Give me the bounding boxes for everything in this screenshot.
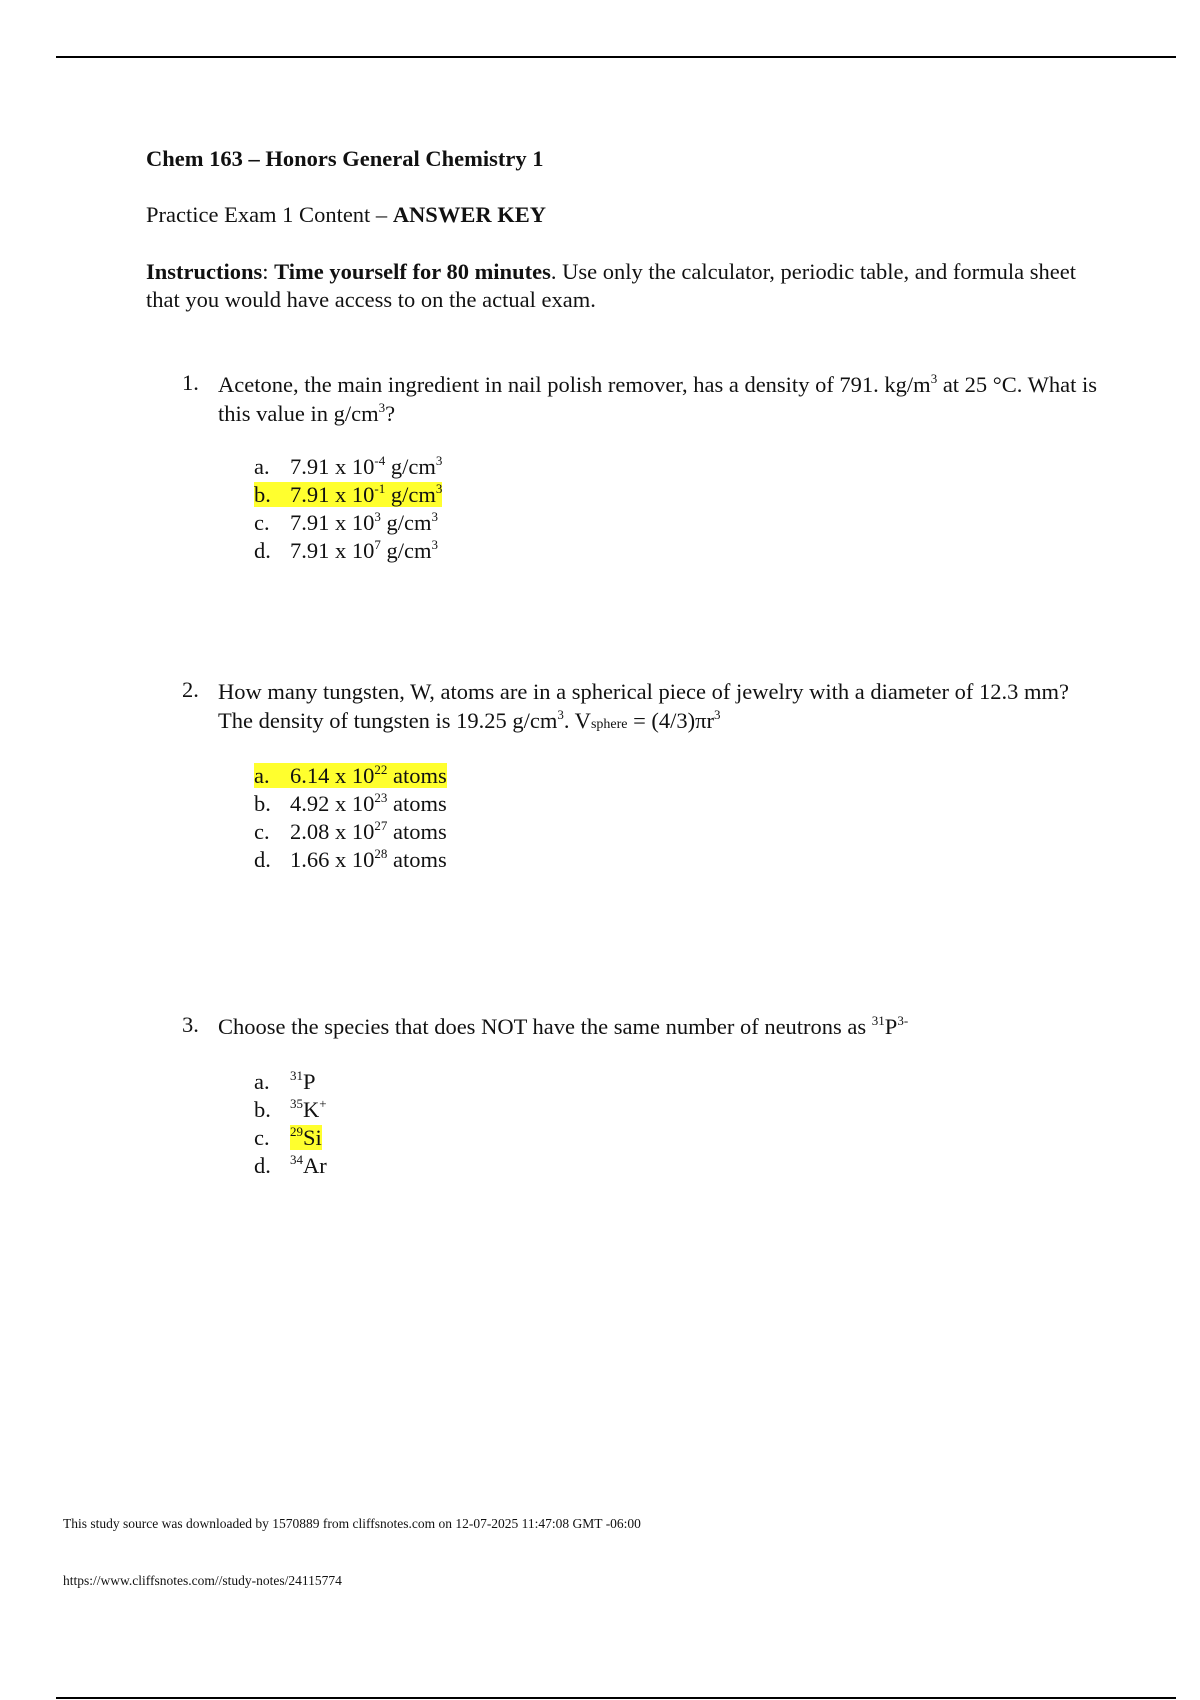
option-letter: d. xyxy=(254,847,271,872)
option-letter: d. xyxy=(254,538,271,563)
download-note: This study source was downloaded by 1570889 from cliffsnotes.com on 12-07-2025 11:47:08 GMT -06:00 xyxy=(63,1516,641,1531)
option-d[interactable] xyxy=(254,1152,327,1180)
mass-number: 34 xyxy=(290,1152,303,1167)
option-letter: c. xyxy=(254,819,270,844)
option-content xyxy=(254,510,438,535)
element-symbol: Ar xyxy=(303,1153,327,1178)
superscript: 3 xyxy=(930,371,938,386)
question-text-part: = (4/3)πr xyxy=(627,708,715,733)
option-content xyxy=(290,1153,327,1178)
top-rule xyxy=(56,56,1176,58)
question-text-part: . V xyxy=(563,708,591,733)
question-2-options xyxy=(254,762,447,874)
instructions-colon: : xyxy=(262,259,275,284)
option-unit: atoms xyxy=(387,763,447,788)
question-text xyxy=(218,677,1098,739)
question-text-part: How many tungsten, W, atoms are in a spherical piece of jewelry with a diameter of 12.3 mm? The density of tungsten is 19.25 g/cm xyxy=(218,679,1070,733)
option-b[interactable] xyxy=(254,481,442,509)
option-unit: g/cm xyxy=(385,482,436,507)
element-symbol: Si xyxy=(303,1125,322,1150)
option-b[interactable] xyxy=(254,1096,327,1124)
option-c[interactable] xyxy=(254,818,447,846)
instructions-label: Instructions xyxy=(146,259,263,284)
option-exponent: 7 xyxy=(374,537,381,552)
option-letter: a. xyxy=(254,763,270,788)
option-a[interactable] xyxy=(254,453,442,481)
option-c[interactable] xyxy=(254,509,442,537)
mass-number: 35 xyxy=(290,1096,303,1111)
superscript: 3 xyxy=(378,400,386,415)
option-content xyxy=(254,847,447,872)
bottom-rule xyxy=(56,1697,1176,1699)
question-text-part: at 25 °C. What is this value in g/cm xyxy=(218,372,1098,426)
option-content xyxy=(254,538,438,563)
option-content xyxy=(290,1097,327,1122)
option-exponent: 23 xyxy=(374,790,388,805)
option-unit: g/cm xyxy=(385,454,436,479)
option-value: 7.91 x 10 xyxy=(290,482,375,507)
option-value: 1.66 x 10 xyxy=(290,847,375,872)
option-unit-exponent: 3 xyxy=(431,509,438,524)
option-unit: atoms xyxy=(387,819,447,844)
subtitle-text: Practice Exam 1 Content – xyxy=(146,202,393,227)
question-1-options xyxy=(254,453,442,565)
ion-charge: + xyxy=(319,1096,327,1111)
instructions-time: Time yourself for 80 minutes xyxy=(274,259,551,284)
option-exponent: 3 xyxy=(374,509,381,524)
instructions xyxy=(146,258,1106,314)
option-unit: atoms xyxy=(387,847,447,872)
option-content xyxy=(254,791,447,816)
question-number: 2. xyxy=(182,677,199,702)
element-symbol: K xyxy=(303,1097,320,1122)
option-c[interactable] xyxy=(254,1124,327,1152)
option-exponent: 28 xyxy=(374,846,388,861)
option-d[interactable] xyxy=(254,846,447,874)
option-letter: b. xyxy=(254,791,271,816)
option-value: 7.91 x 10 xyxy=(290,454,375,479)
option-letter: a. xyxy=(254,454,270,479)
question-number: 3. xyxy=(182,1012,199,1037)
option-b[interactable] xyxy=(254,790,447,818)
option-unit-exponent: 3 xyxy=(431,537,438,552)
option-value: 2.08 x 10 xyxy=(290,819,375,844)
option-value: 7.91 x 10 xyxy=(290,538,375,563)
question-3-options xyxy=(254,1068,327,1180)
option-letter: d. xyxy=(254,1153,271,1178)
answer-highlight xyxy=(254,482,442,507)
option-unit: g/cm xyxy=(380,510,432,535)
option-content xyxy=(290,1069,316,1094)
option-value: 6.14 x 10 xyxy=(290,763,375,788)
question-text-part: ? xyxy=(385,401,396,426)
option-unit: g/cm xyxy=(380,538,432,563)
mass-number: 31 xyxy=(871,1013,885,1028)
option-exponent: -4 xyxy=(374,453,386,468)
option-a[interactable] xyxy=(254,1068,327,1096)
option-unit-exponent: 3 xyxy=(435,453,443,468)
element-symbol: P xyxy=(303,1069,316,1094)
option-unit: atoms xyxy=(387,791,447,816)
mass-number: 29 xyxy=(290,1124,303,1139)
element-symbol: P xyxy=(884,1014,898,1039)
option-a[interactable] xyxy=(254,762,447,790)
option-letter: a. xyxy=(254,1069,270,1094)
subscript-label: sphere xyxy=(590,717,628,732)
option-d[interactable] xyxy=(254,537,442,565)
ion-charge: 3- xyxy=(897,1013,909,1028)
answer-highlight xyxy=(254,763,447,788)
option-exponent: 27 xyxy=(374,818,388,833)
document-subtitle xyxy=(146,202,546,228)
mass-number: 31 xyxy=(290,1068,303,1083)
question-text xyxy=(218,370,1098,428)
option-letter: b. xyxy=(254,1097,271,1122)
option-unit-exponent: 3 xyxy=(435,481,443,496)
option-letter: b. xyxy=(254,482,271,507)
question-number: 1. xyxy=(182,370,199,395)
option-letter: c. xyxy=(254,1125,270,1150)
question-text-part: Choose the species that does NOT have the same number of neutrons as xyxy=(218,1014,872,1039)
option-letter: c. xyxy=(254,510,270,535)
source-url[interactable]: https://www.cliffsnotes.com//study-notes/24115774 xyxy=(63,1573,342,1588)
option-content xyxy=(254,454,442,479)
document-title: Chem 163 – Honors General Chemistry 1 xyxy=(146,146,544,171)
option-value: 7.91 x 10 xyxy=(290,510,375,535)
superscript: 3 xyxy=(557,707,564,722)
option-value: 4.92 x 10 xyxy=(290,791,375,816)
question-text xyxy=(218,1012,1098,1041)
option-exponent: 22 xyxy=(374,762,388,777)
answer-key-label: ANSWER KEY xyxy=(392,202,546,227)
option-exponent: -1 xyxy=(374,481,386,496)
instructions-rest: . Use only the calculator, periodic table, and formula sheet that you would have access to on the actual exam. xyxy=(146,259,1076,312)
answer-highlight xyxy=(290,1125,322,1150)
superscript: 3 xyxy=(714,707,721,722)
option-content xyxy=(254,819,447,844)
question-text-part: Acetone, the main ingredient in nail polish remover, has a density of 791. kg/m xyxy=(218,372,931,397)
